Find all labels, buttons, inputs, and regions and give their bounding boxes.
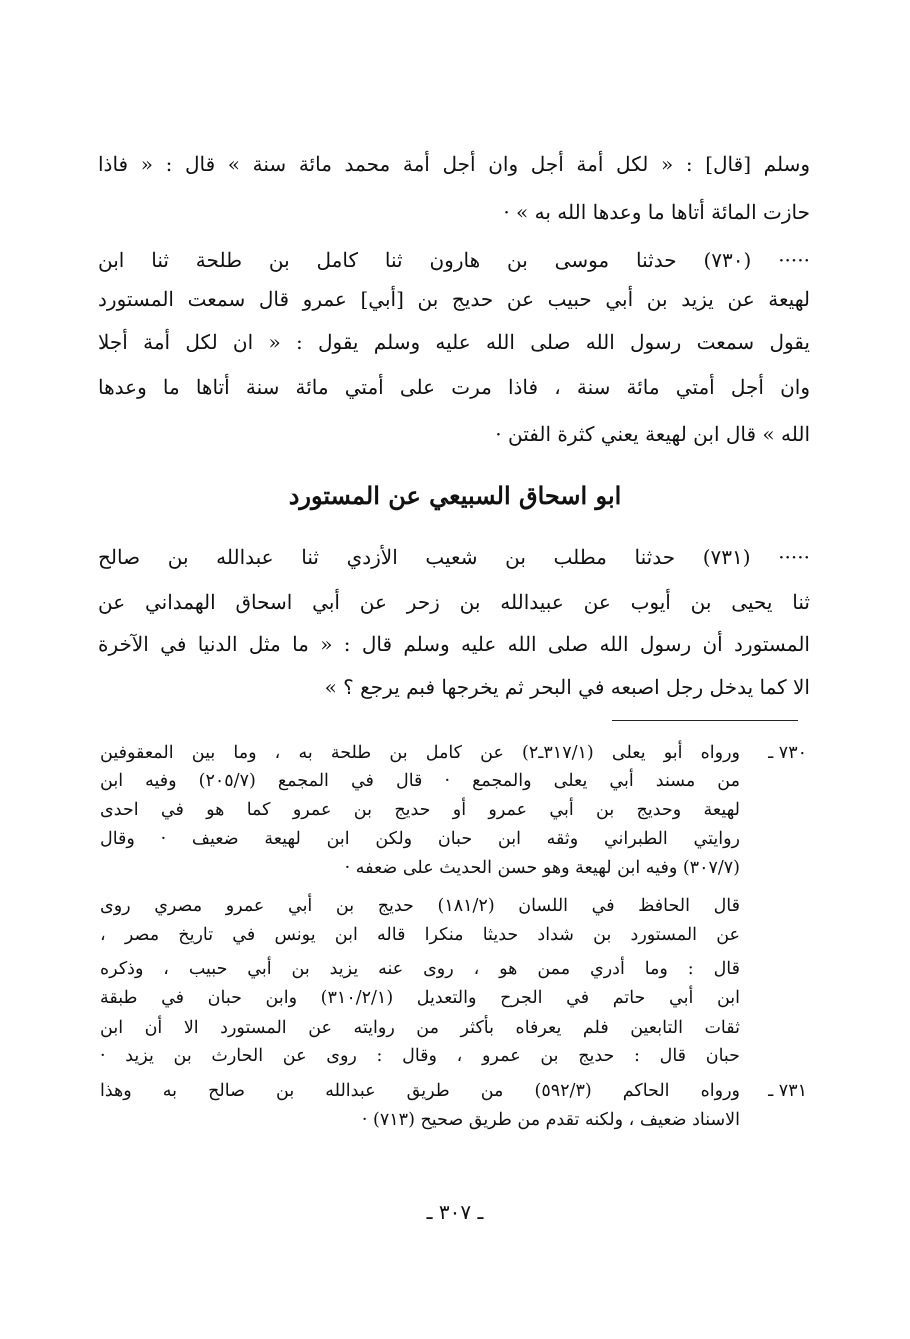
body-line: حازت المائة أتاها ما وعدها الله به » ·: [503, 200, 810, 224]
body-line: وسلم [قال] : « لكل أمة أجل وان أجل أمة محمد مائة سنة » قال : « فاذا: [98, 152, 810, 176]
body-line: الله » قال ابن لهيعة يعني كثرة الفتن ·: [495, 422, 810, 446]
footnote-line: روايتي الطبراني وثقه ابن حبان ولكن ابن لهيعة ضعيف · وقال: [100, 829, 740, 849]
footnote-line: حبان قال : حديج بن عمرو ، وقال : روى عن الحارث بن يزيد ·: [100, 1046, 740, 1066]
footnote-separator: [612, 720, 798, 721]
footnote-line: ثقات التابعين فلم يعرفاه بأكثر من روايته عن المستورد الا أن ابن: [100, 1018, 740, 1038]
footnote-line: لهيعة وحديج بن أبي عمرو أو حديج بن عمرو كما هو في احدى: [100, 800, 740, 820]
footnote-line: قال الحافظ في اللسان (١٨١/٢) حديج بن أبي عمرو مصري روى: [100, 896, 740, 916]
footnote-number: ٧٣٠ ـ: [768, 743, 807, 763]
body-line: ثنا يحيى بن أيوب عن عبيدالله بن زحر عن أبي اسحاق الهمداني عن: [98, 590, 810, 614]
body-line: الا كما يدخل رجل اصبعه في البحر ثم يخرجها فبم يرجع ؟ »: [324, 675, 810, 699]
section-title: ابو اسحاق السبيعي عن المستورد: [288, 481, 622, 510]
footnote-line: قال : وما أدري ممن هو ، روى عنه يزيد بن أبي حبيب ، وذكره: [100, 959, 740, 979]
footnote-line: ورواه أبو يعلى (٣١٧/١ـ٢) عن كامل بن طلحة به ، وما بين المعقوفين: [100, 743, 740, 763]
footnote-line: (٣٠٧/٧) وفيه ابن لهيعة وهو حسن الحديث على ضعفه ·: [344, 858, 740, 878]
footnote-line: ورواه الحاكم (٥٩٢/٣) من طريق عبدالله بن صالح به وهذا: [100, 1081, 740, 1101]
body-line: ····· (٧٣١) حدثنا مطلب بن شعيب الأزدي ثنا عبدالله بن صالح: [98, 545, 810, 569]
footnote-line: ابن أبي حاتم في الجرح والتعديل (٣١٠/٢/١) وابن حبان في طبقة: [100, 988, 740, 1008]
page-number: ـ ٣٠٧ ـ: [426, 1200, 484, 1224]
body-line: يقول سمعت رسول الله صلى الله عليه وسلم يقول : « ان لكل أمة أجلا: [98, 330, 810, 354]
body-line: وان أجل أمتي مائة سنة ، فاذا مرت على أمتي مائة سنة أتاها ما وعدها: [98, 375, 810, 399]
body-line: المستورد أن رسول الله صلى الله عليه وسلم قال : « ما مثل الدنيا في الآخرة: [98, 632, 810, 656]
body-line: ····· (٧٣٠) حدثنا موسى بن هارون ثنا كامل بن طلحة ثنا ابن: [98, 248, 810, 272]
footnote-line: عن المستورد بن شداد حديثا منكرا قاله ابن يونس في تاريخ مصر ،: [100, 925, 740, 945]
footnote-line: الاسناد ضعيف ، ولكنه تقدم من طريق صحيح (٧١٣) ·: [361, 1110, 740, 1130]
body-line: لهيعة عن يزيد بن أبي حبيب عن حديج بن [أبي] عمرو قال سمعت المستورد: [98, 287, 810, 311]
footnote-line: من مسند أبي يعلى والمجمع · قال في المجمع (٢٠٥/٧) وفيه ابن: [100, 771, 740, 791]
footnote-number: ٧٣١ ـ: [768, 1081, 807, 1101]
